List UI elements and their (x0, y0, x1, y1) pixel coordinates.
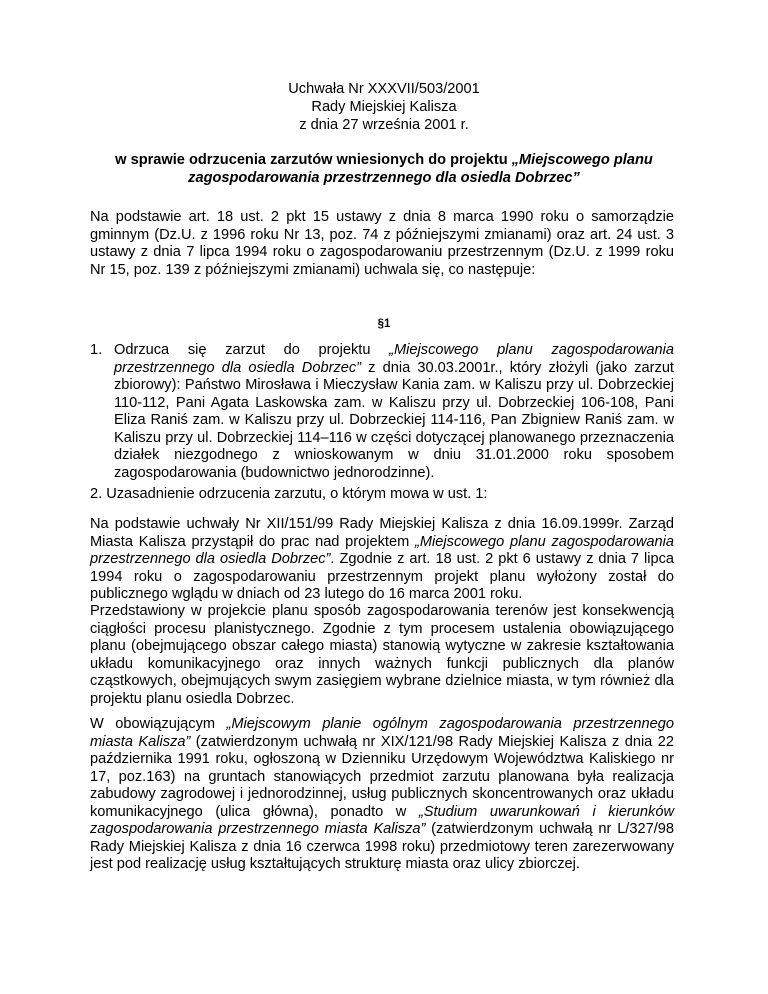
justification1-plan-title: „Miejscowego planu zagospodarowania przestrzennego dla osiedla Dobrzec” (90, 533, 674, 567)
item1-text-a: Odrzuca się zarzut do projektu (114, 342, 390, 358)
justification3-e: (zatwierdzonym uchwałą nr L/327/98 Rady Miejskiej Kalisza z dnia 16 czerwca 1998 roku) przedmiotowy teren zarezerwowany jest pod realizację usług kształtujących strukturę miasta oraz ulicy zbiorczej. (90, 821, 675, 872)
list-item-number: 1. (90, 342, 103, 358)
justification1-c: . Zgodnie z art. 18 ust. 2 pkt 6 ustawy z dnia 7 lipca 1994 roku o zagospodarowaniu przestrzennym projekt planu wyłożony został do publicznego wglądu w dniach od 23 lutego do 16 marca 2001 roku. (90, 551, 675, 602)
justification3-study-title: „Studium uwarunkowań i kierunków zagospodarowania przestrzennego miasta Kalisza” (90, 803, 674, 837)
justification-paragraph-2: Przedstawiony w projekcie planu sposób zagospodarowania terenów jest konsekwencją ciągłości procesu planistycznego. Zgodnie z tym procesem ustalenia obowiązującego planu (obejmującego obszar całego miasta) stanowią wytyczne w zakresie kształtowania układu komunikacyjnego oraz innych ważnych funkcji publicznych dla planów cząstkowych, obejmujących swym zasięgiem wybrane dzielnice miasta, w tym również dla projektu planu osiedla Dobrzec. (90, 603, 674, 707)
justification3-c: (zatwierdzonym uchwałą nr XIX/121/98 Rady Miejskiej Kalisza z dnia 22 października 1991 roku, ogłoszoną w Dzienniku Urzędowym Województwa Kaliskiego nr 17, poz.163) na gruntach stanowiących przedmiot zarzutu planowana była realizacja zabudowy zagrodowej i jednorodzinnej, usług publicznych skoncentrowanych oraz układu komunikacyjnego (ulica główna), ponadto w (90, 733, 674, 820)
section-mark: §1 (377, 318, 391, 330)
preamble-paragraph: Na podstawie art. 18 ust. 2 pkt 15 ustawy z dnia 8 marca 1990 roku o samorządzie gminnym (Dz.U. z 1996 roku Nr 13, poz. 74 z późniejszymi zmianami) oraz art. 24 ust. 3 ustawy z dnia 7 lipca 1994 roku o zagospodarowaniu przestrzennym (Dz.U. z 1999 roku Nr 15, poz. 139 z późniejszymi zmianami) uchwala się, co następuje: (90, 209, 674, 278)
list-item-1 (90, 342, 674, 482)
resolution-date: z dnia 27 września 2001 r. (299, 117, 469, 133)
justification-paragraph-3 (90, 716, 674, 874)
item1-text-c: z dnia 30.03.2001r., który złożyli (jako zarzut zbiorowy): Państwo Mirosława i Mieczysław Kania zam. w Kaliszu przy ul. Dobrzeckiej 110-112, Pani Agata Laskowska zam. w Kaliszu przy ul. Dobrzeckiej 106-108, Pani Eliza Raniś zam. w Kaliszu przy ul. Dobrzeckiej 114-116, Pan Zbigniew Raniś zam. w Kaliszu przy ul. Dobrzeckiej 114–116 w części dotyczącej planowanego przeznaczenia działek niezgodnego z wnioskowanym w dniu 31.01.2000 roku sposobem zagospodarowania (budownictwo jednorodzinne). (114, 359, 674, 481)
resolution-authority: Rady Miejskiej Kalisza (311, 99, 457, 115)
list-item-text (114, 342, 674, 482)
subject-prefix: w sprawie odrzucenia zarzutów wniesionych do projektu (115, 152, 512, 168)
justification-paragraph-1 (90, 516, 674, 604)
justification3-a: W obowiązującym (90, 716, 227, 732)
resolution-header (0, 80, 768, 134)
item1-plan-title: „Miejscowego planu zagospodarowania przestrzennego dla osiedla Dobrzec” (114, 342, 674, 376)
justification1-a: Na podstawie uchwały Nr XII/151/99 Rady Miejskiej Kalisza z dnia 16.09.1999r. Zarząd Miasta Kalisza przystąpił do prac nad projektem (90, 516, 674, 550)
list-item-2: 2. Uzasadnienie odrzucenia zarzutu, o którym mowa w ust. 1: (90, 486, 488, 502)
resolution-number: Uchwała Nr XXXVII/503/2001 (288, 81, 480, 97)
subject-plan-title: „Miejscowego planu zagospodarowania przestrzennego dla osiedla Dobrzec” (188, 152, 653, 186)
resolution-subject (90, 151, 678, 187)
justification3-general-plan-title: „Miejscowym planie ogólnym zagospodarowania przestrzennego miasta Kalisza” (90, 716, 674, 750)
